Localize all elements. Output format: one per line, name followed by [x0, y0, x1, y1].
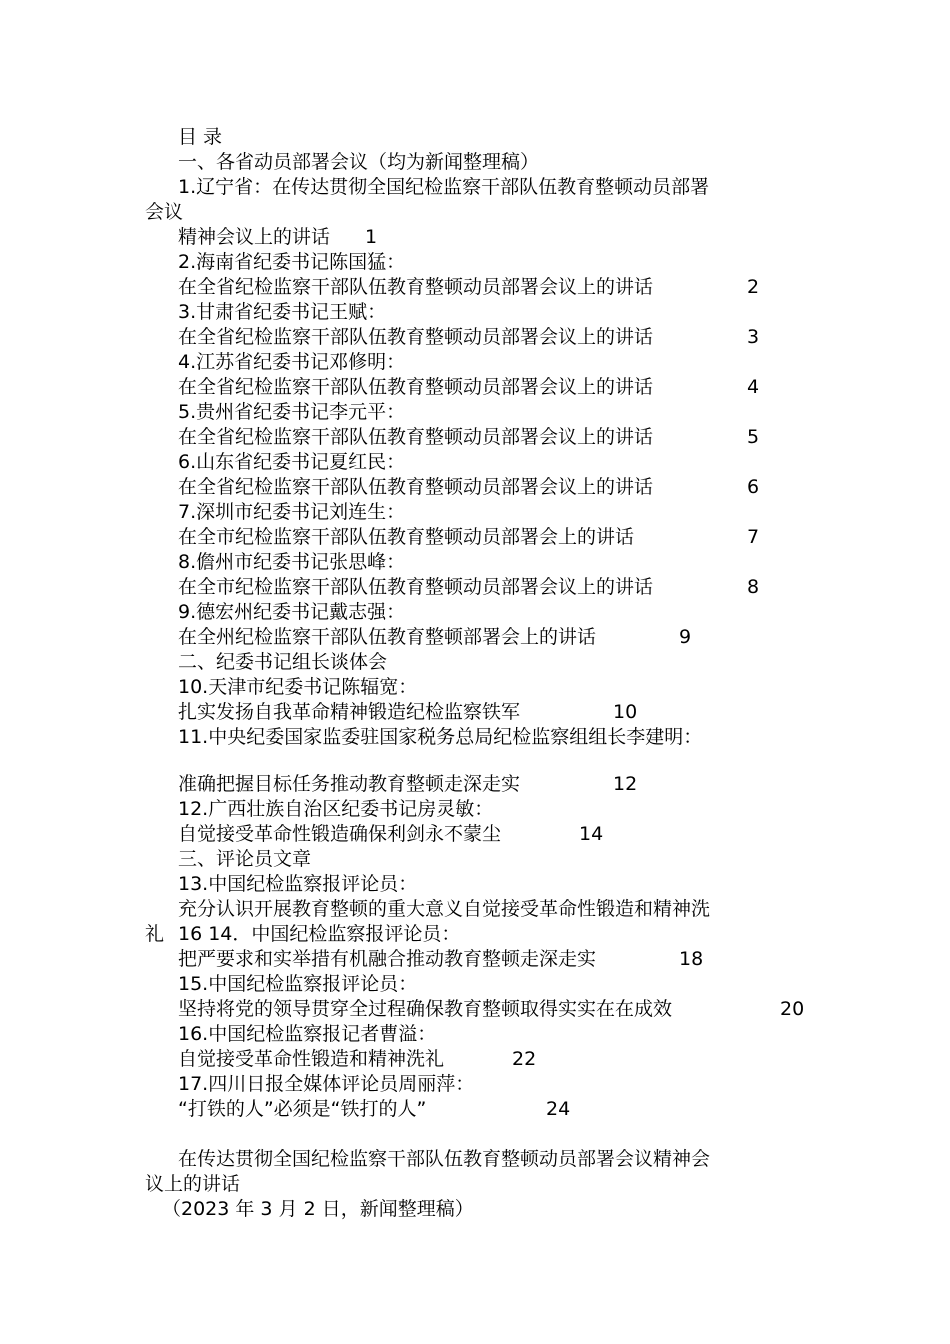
toc-entry-13-subtitle: 充分认识开展教育整顿的重大意义自觉接受革命性锻造和精神洗 — [178, 898, 711, 920]
toc-entry-16-title: 16.中国纪检监察报记者曹溢： — [178, 1023, 437, 1045]
toc-entry-2-title: 2.海南省纪委书记陈国猛： — [178, 251, 406, 273]
toc-entry-2-page: 2 — [747, 276, 760, 298]
toc-entry-12-subtitle: 自觉接受革命性锻造确保利剑永不蒙尘 — [178, 823, 502, 845]
toc-entry-17-title: 17.四川日报全媒体评论员周丽萍： — [178, 1073, 475, 1095]
toc-entry-5-subtitle: 在全省纪检监察干部队伍教育整顿动员部署会议上的讲话 — [178, 426, 654, 448]
toc-entry-2-subtitle: 在全省纪检监察干部队伍教育整顿动员部署会议上的讲话 — [178, 276, 654, 298]
toc-entry-7-page: 7 — [747, 526, 760, 548]
toc-entry-8-title: 8.儋州市纪委书记张思峰： — [178, 551, 406, 573]
toc-entry-14-subtitle: 把严要求和实举措有机融合推动教育整顿走深走实 — [178, 948, 597, 970]
toc-entry-17-page: 24 — [546, 1098, 571, 1120]
toc-entry-1-title: 1.辽宁省：在传达贯彻全国纪检监察干部队伍教育整顿动员部署 — [178, 176, 710, 198]
toc-entry-15-subtitle: 坚持将党的领导贯穿全过程确保教育整顿取得实实在在成效 — [178, 998, 673, 1020]
toc-entry-10-title: 10.天津市纪委书记陈辐宽： — [178, 676, 418, 698]
toc-entry-5-page: 5 — [747, 426, 760, 448]
toc-entry-14-page: 18 — [679, 948, 704, 970]
toc-entry-1-title-cont: 会议 — [145, 201, 184, 223]
body-title: 在传达贯彻全国纪检监察干部队伍教育整顿动员部署会议精神会 — [178, 1148, 711, 1170]
toc-entry-3-subtitle: 在全省纪检监察干部队伍教育整顿动员部署会议上的讲话 — [178, 326, 654, 348]
toc-entry-5-title: 5.贵州省纪委书记李元平： — [178, 401, 406, 423]
toc-entry-13-title: 13.中国纪检监察报评论员： — [178, 873, 418, 895]
toc-entry-11-page: 12 — [613, 773, 638, 795]
toc-entry-16-page: 22 — [512, 1048, 537, 1070]
toc-entry-8-page: 8 — [747, 576, 760, 598]
section-heading-3: 三、评论员文章 — [178, 848, 312, 870]
toc-entry-6-title: 6.山东省纪委书记夏红民： — [178, 451, 406, 473]
toc-entry-1-subtitle: 精神会议上的讲话 — [178, 226, 331, 248]
toc-entry-1-page: 1 — [365, 226, 378, 248]
toc-entry-4-page: 4 — [747, 376, 760, 398]
toc-entry-15-title: 15.中国纪检监察报评论员： — [178, 973, 418, 995]
toc-entry-9-title: 9.德宏州纪委书记戴志强： — [178, 601, 406, 623]
toc-entry-11-subtitle: 准确把握目标任务推动教育整顿走深走实 — [178, 773, 521, 795]
toc-entry-7-subtitle: 在全市纪检监察干部队伍教育整顿动员部署会上的讲话 — [178, 526, 635, 548]
section-heading-2: 二、纪委书记组长谈体会 — [178, 651, 388, 673]
toc-entry-6-page: 6 — [747, 476, 760, 498]
toc-entry-8-subtitle: 在全市纪检监察干部队伍教育整顿动员部署会议上的讲话 — [178, 576, 654, 598]
toc-entry-17-subtitle: “打铁的人”必须是“铁打的人” — [178, 1098, 427, 1120]
toc-entry-4-title: 4.江苏省纪委书记邓修明： — [178, 351, 406, 373]
toc-entry-10-page: 10 — [613, 701, 638, 723]
toc-entry-7-title: 7.深圳市纪委书记刘连生： — [178, 501, 406, 523]
toc-heading: 目 录 — [178, 126, 223, 148]
section-heading-1: 一、各省动员部署会议（均为新闻整理稿） — [178, 151, 540, 173]
toc-entry-16-subtitle: 自觉接受革命性锻造和精神洗礼 — [178, 1048, 445, 1070]
toc-entry-3-title: 3.甘肃省纪委书记王赋： — [178, 301, 387, 323]
toc-entry-9-page: 9 — [679, 626, 692, 648]
toc-entry-13-subtitle-cont: 礼 — [145, 923, 165, 945]
toc-entry-3-page: 3 — [747, 326, 760, 348]
toc-entry-15-page: 20 — [780, 998, 805, 1020]
toc-entry-13-page-and-entry-14-title: 16 14．中国纪检监察报评论员： — [178, 923, 461, 945]
body-date: （2023 年 3 月 2 日，新闻整理稿） — [162, 1198, 474, 1220]
body-title-cont: 议上的讲话 — [145, 1173, 241, 1195]
toc-entry-9-subtitle: 在全州纪检监察干部队伍教育整顿部署会上的讲话 — [178, 626, 597, 648]
toc-entry-12-page: 14 — [579, 823, 604, 845]
toc-entry-6-subtitle: 在全省纪检监察干部队伍教育整顿动员部署会议上的讲话 — [178, 476, 654, 498]
toc-entry-11-title: 11.中央纪委国家监委驻国家税务总局纪检监察组组长李建明： — [178, 726, 703, 748]
toc-entry-4-subtitle: 在全省纪检监察干部队伍教育整顿动员部署会议上的讲话 — [178, 376, 654, 398]
toc-entry-12-title: 12.广西壮族自治区纪委书记房灵敏： — [178, 798, 494, 820]
toc-entry-10-subtitle: 扎实发扬自我革命精神锻造纪检监察铁军 — [178, 701, 521, 723]
